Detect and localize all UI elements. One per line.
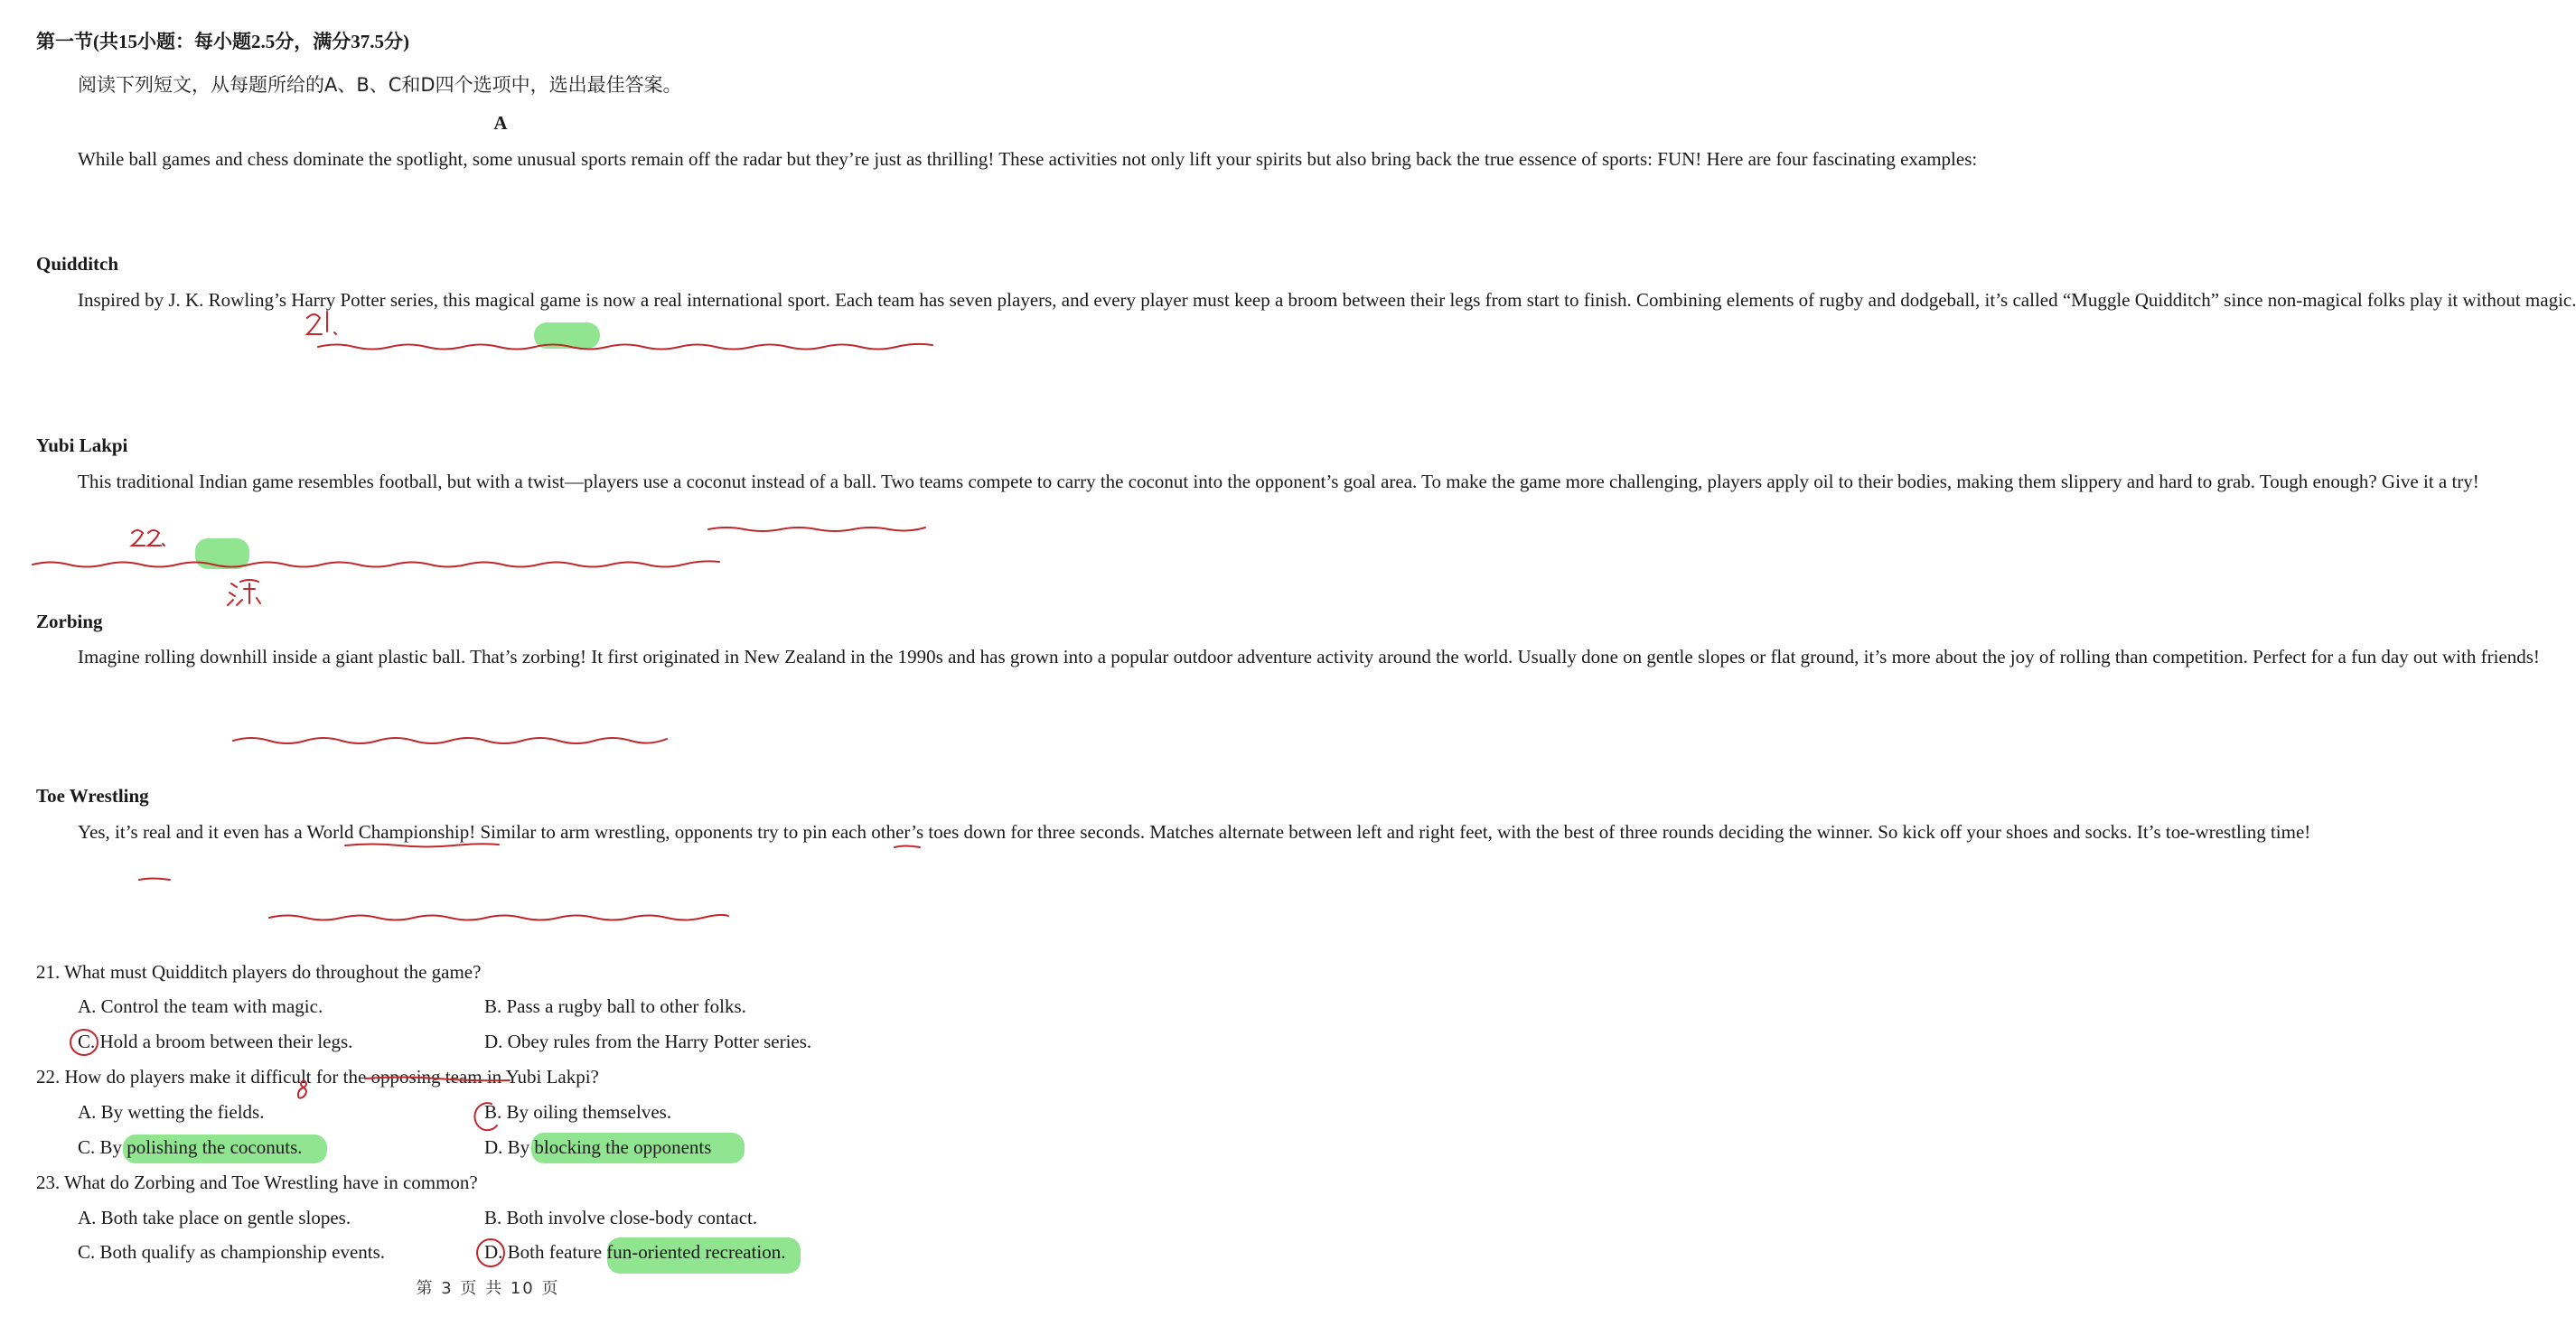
question-23: 23. What do Zorbing and Toe Wrestling have in common? — [36, 1172, 478, 1193]
question-21: 21. What must Quidditch players do throughout the game? — [36, 961, 482, 983]
instruction: 阅读下列短文，从每题所给的A、B、C和D四个选项中，选出最佳答案。 — [78, 74, 682, 96]
heading-yubi-lakpi: Yubi Lakpi — [36, 434, 128, 456]
q23-option-c[interactable]: C. Both qualify as championship events. — [78, 1241, 386, 1263]
quidditch-text: Inspired by J. K. Rowling’s Harry Potter series, this magical game is now a real international sport. Each team has seven players, and every player must keep a broom between their legs from start to finish. Combining elements of rugby and dodgeball, it’s called “Muggle Quidditch” since non-magical folks play it without magic. — [78, 289, 2576, 311]
heading-toe-wrestling: Toe Wrestling — [36, 785, 149, 807]
section-title: 第一节(共15小题：每小题2.5分，满分37.5分) — [36, 31, 409, 52]
zorbing-text: Imagine rolling downhill inside a giant plastic ball. That’s zorbing! It first originated in New Zealand in the 1990s and has grown into a popular outdoor adventure activity around the world. Usually done on gentle slopes or flat ground, it’s more about the joy of rolling than competition. Perfect for a fun day out with friends! — [78, 646, 2540, 668]
part-label: A — [493, 112, 508, 134]
q21-option-d[interactable]: D. Obey rules from the Harry Potter series. — [484, 1031, 812, 1052]
toe-text: Yes, it’s real and it even has a World Championship! Similar to arm wrestling, opponents try to pin each other’s toes down for three seconds. Matches alternate between left and right feet, with the best of three rounds deciding the winner. So kick off your shoes and socks. It’s toe-wrestling time! — [78, 821, 2311, 843]
yubi-paragraph — [36, 464, 2479, 500]
q22-option-a[interactable]: A. By wetting the fields. — [78, 1101, 265, 1123]
intro-paragraph — [36, 142, 1978, 177]
question-22: 22. How do players make it difficult for the opposing team in Yubi Lakpi? — [36, 1066, 599, 1088]
intro-text: While ball games and chess dominate the spotlight, some unusual sports remain off the radar but they’re just as thrilling! These activities not only lift your spirits but also bring back the true essence of sports: FUN! Here are four fascinating examples: — [78, 148, 1978, 170]
q23-option-b[interactable]: B. Both involve close-body contact. — [484, 1207, 758, 1228]
q23-option-d[interactable]: D. Both feature fun-oriented recreation. — [484, 1241, 786, 1263]
q22-option-d[interactable]: D. By blocking the opponents — [484, 1136, 712, 1158]
q22-option-b[interactable]: B. By oiling themselves. — [484, 1101, 672, 1123]
q21-option-b[interactable]: B. Pass a rugby ball to other folks. — [484, 995, 746, 1017]
q21-option-c[interactable]: C. Hold a broom between their legs. — [78, 1031, 353, 1052]
heading-quidditch: Quidditch — [36, 253, 119, 275]
heading-zorbing: Zorbing — [36, 611, 103, 632]
toe-paragraph — [36, 815, 2311, 850]
zorbing-paragraph — [36, 640, 2540, 675]
q21-option-a[interactable]: A. Control the team with magic. — [78, 995, 323, 1017]
q22-option-c[interactable]: C. By polishing the coconuts. — [78, 1136, 303, 1158]
yubi-text: This traditional Indian game resembles football, but with a twist—players use a coconut instead of a ball. Two teams compete to carry the coconut into the opponent’s goal area. To make the game more challenging, players apply oil to their bodies, making them slippery and hard to grab. Tough enough? Give it a try! — [78, 471, 2479, 492]
quidditch-paragraph — [36, 283, 2576, 318]
page-footer: 第 3 页 共 10 页 — [416, 1279, 560, 1298]
q23-option-a[interactable]: A. Both take place on gentle slopes. — [78, 1207, 351, 1228]
